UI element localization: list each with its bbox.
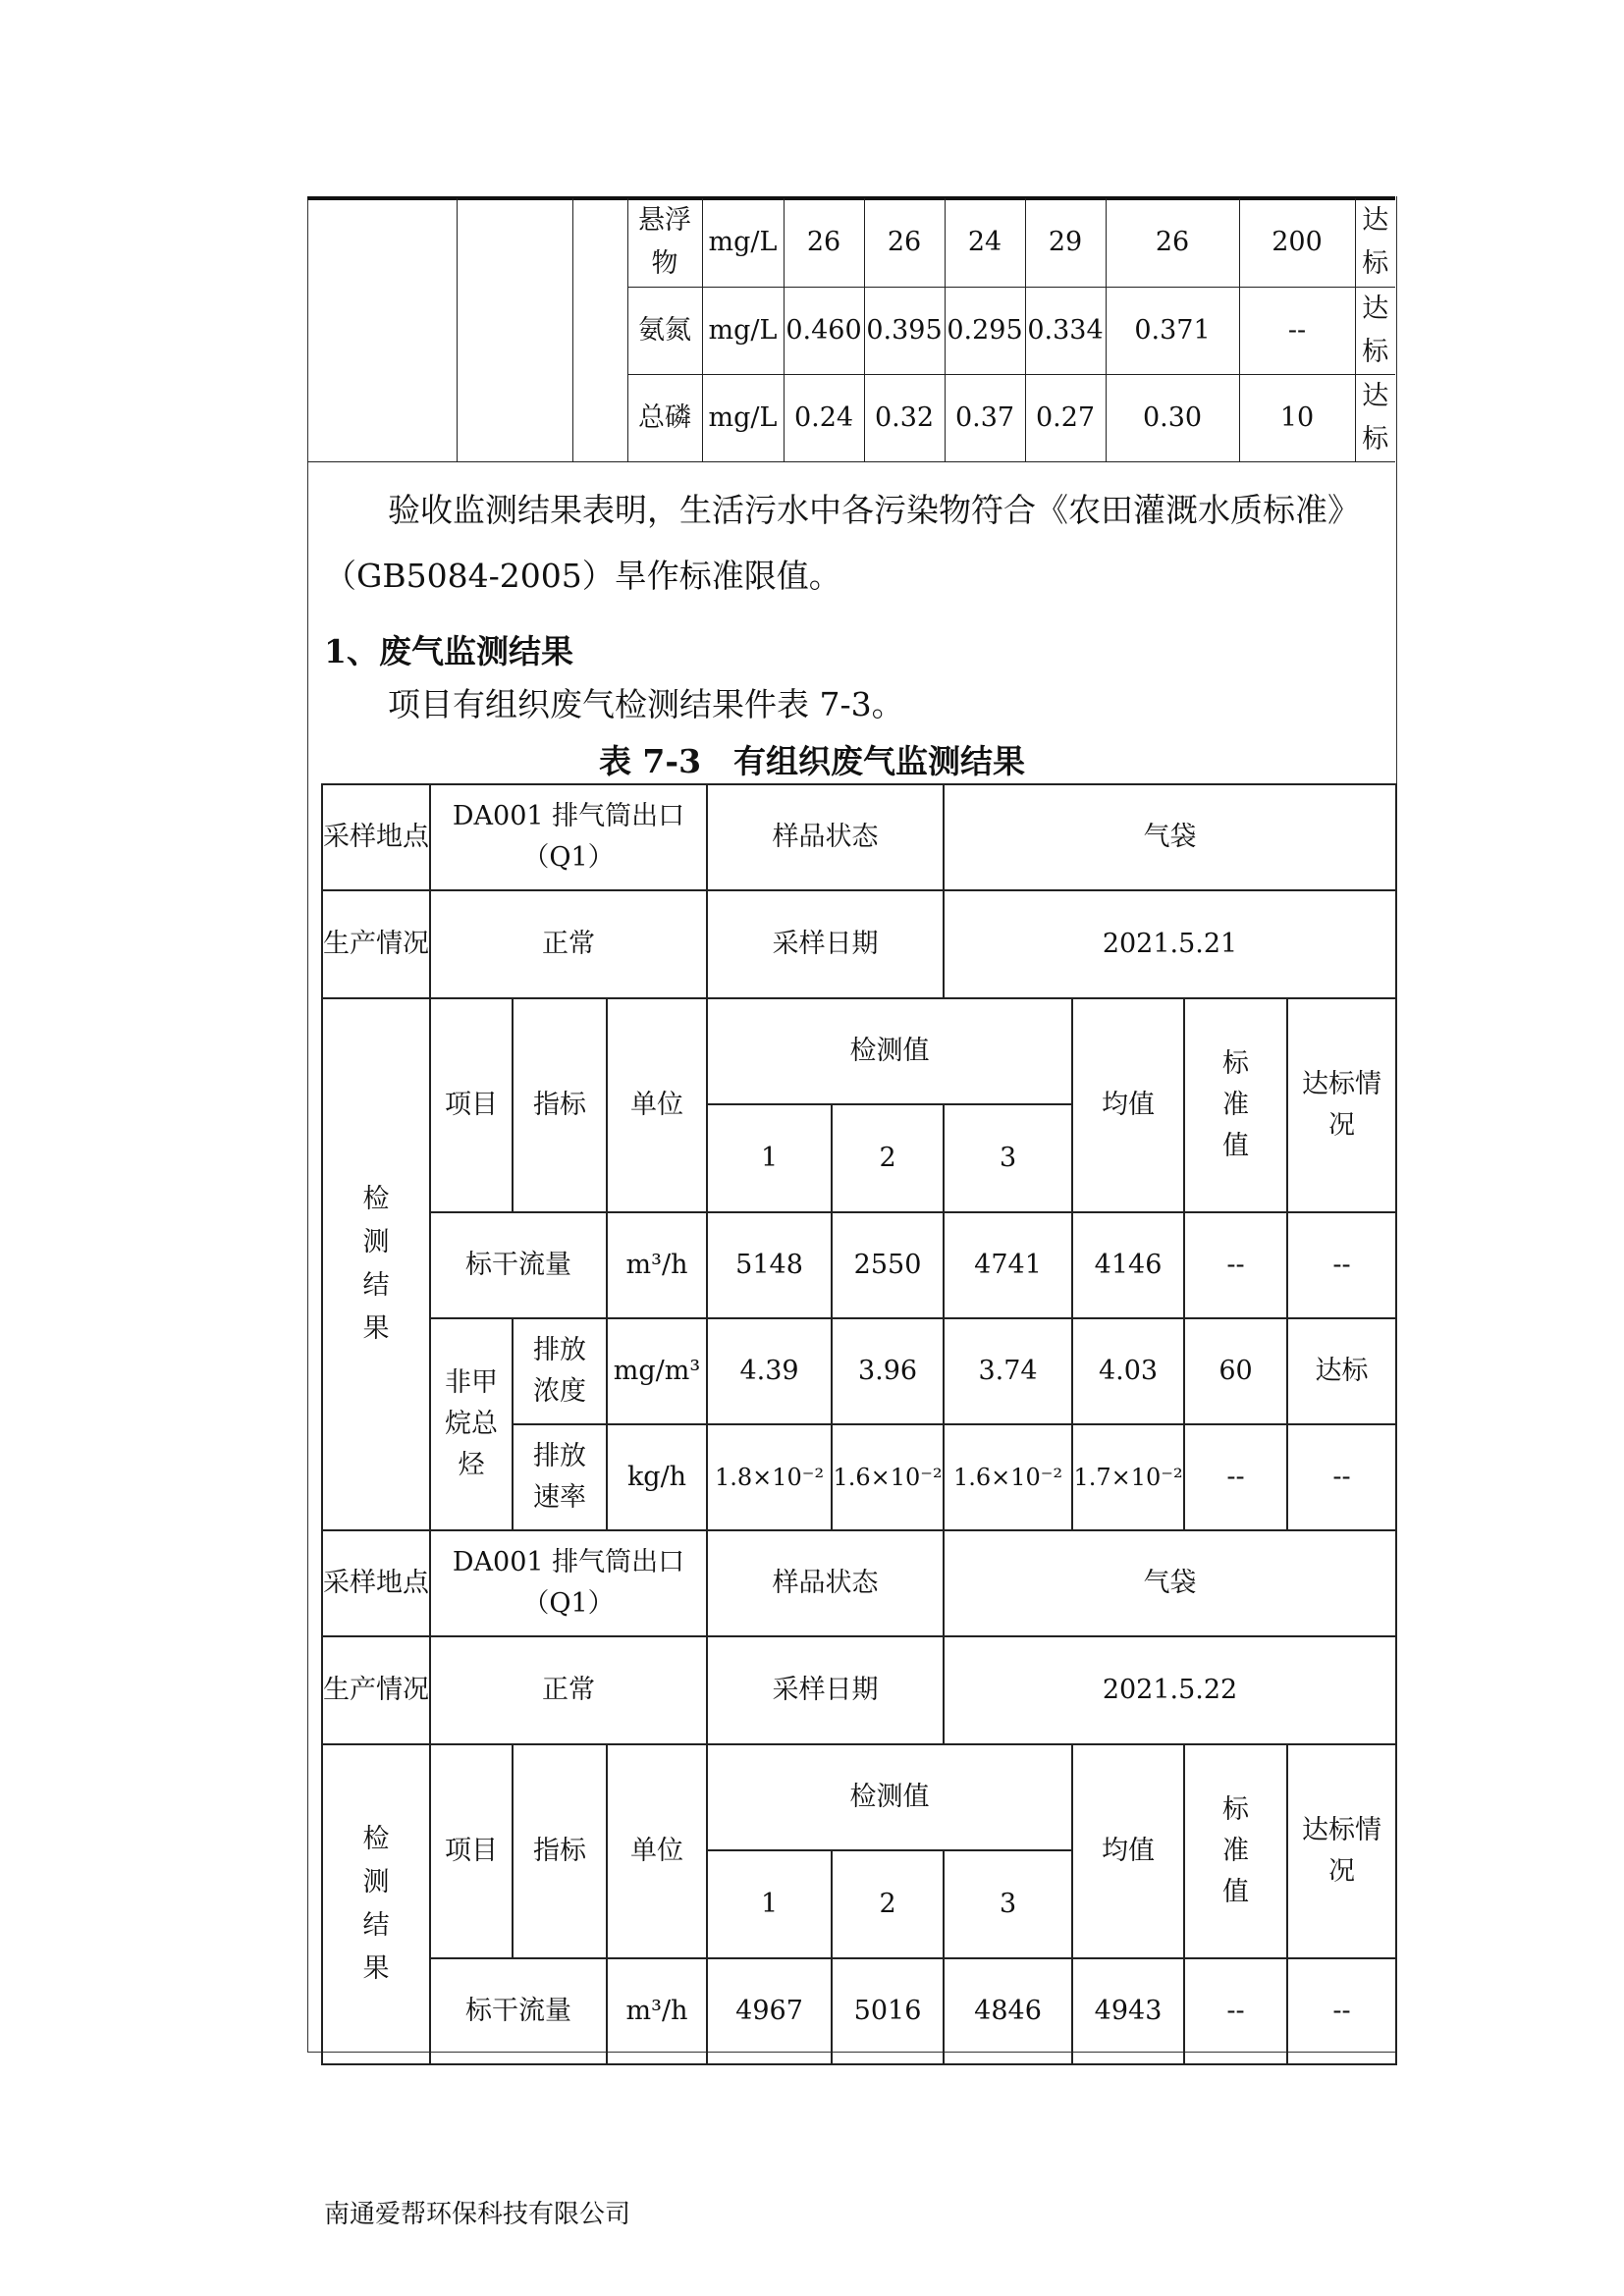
header-sample-1: 1 bbox=[707, 1850, 832, 1958]
value-cell: 0.395 bbox=[864, 287, 945, 374]
table-row bbox=[322, 890, 1396, 998]
value-cell: 24 bbox=[945, 198, 1025, 287]
table-row bbox=[322, 784, 1396, 890]
section-heading: 1、废气监测结果 bbox=[324, 632, 573, 670]
value-cell: 26 bbox=[864, 198, 945, 287]
table-row bbox=[322, 1744, 1396, 1850]
production-value: 正常 bbox=[430, 890, 707, 998]
label-sampling-date: 采样日期 bbox=[707, 1636, 944, 1744]
value-cell: 1.6×10⁻² bbox=[832, 1424, 944, 1530]
reference-paragraph: 项目有组织废气检测结果件表 7-3。 bbox=[388, 685, 904, 723]
standard-cell: -- bbox=[1239, 287, 1355, 374]
label-sampling-point: 采样地点 bbox=[322, 784, 430, 890]
header-sample-3: 3 bbox=[944, 1850, 1072, 1958]
table-caption: 表 7-3 有组织废气监测结果 bbox=[598, 742, 1026, 780]
flow-unit: m³/h bbox=[607, 1212, 707, 1318]
rate-label: 排放速率 bbox=[513, 1424, 607, 1530]
average-cell: 4146 bbox=[1072, 1212, 1184, 1318]
header-result: 达标情况 bbox=[1287, 1744, 1396, 1958]
value-cell: 0.334 bbox=[1025, 287, 1106, 374]
value-cell: 4967 bbox=[707, 1958, 832, 2064]
label-production: 生产情况 bbox=[322, 1636, 430, 1744]
label-results: 检测结果 bbox=[322, 998, 430, 1530]
header-average: 均值 bbox=[1072, 1744, 1184, 1958]
unit-cell: mg/L bbox=[702, 374, 784, 461]
gas-monitoring-table bbox=[321, 783, 1397, 2065]
value-cell: 4.39 bbox=[707, 1318, 832, 1424]
value-cell: 4741 bbox=[944, 1212, 1072, 1318]
header-unit: 单位 bbox=[607, 1744, 707, 1958]
result-cell: 达标 bbox=[1355, 287, 1395, 374]
value-cell: 3.74 bbox=[944, 1318, 1072, 1424]
header-result: 达标情况 bbox=[1287, 998, 1396, 1212]
value-cell: 5148 bbox=[707, 1212, 832, 1318]
rate-unit: kg/h bbox=[607, 1424, 707, 1530]
average-cell: 4943 bbox=[1072, 1958, 1184, 2064]
flow-unit: m³/h bbox=[607, 1958, 707, 2064]
standard-cell: 200 bbox=[1239, 198, 1355, 287]
flow-label: 标干流量 bbox=[430, 1212, 607, 1318]
header-item: 项目 bbox=[430, 998, 513, 1212]
sampling-date-value: 2021.5.22 bbox=[944, 1636, 1396, 1744]
header-sample-2: 2 bbox=[832, 1104, 944, 1212]
sample-state-value: 气袋 bbox=[944, 1530, 1396, 1636]
value-cell: 0.32 bbox=[864, 374, 945, 461]
table-row bbox=[322, 1212, 1396, 1318]
average-cell: 4.03 bbox=[1072, 1318, 1184, 1424]
merged-cell bbox=[572, 198, 627, 461]
conc-label: 排放浓度 bbox=[513, 1318, 607, 1424]
label-results: 检测结果 bbox=[322, 1744, 430, 2064]
sampling-point-value: DA001 排气筒出口（Q1） bbox=[430, 784, 707, 890]
item-cell: 氨氮 bbox=[627, 287, 702, 374]
average-cell: 0.30 bbox=[1106, 374, 1239, 461]
result-cell: -- bbox=[1287, 1212, 1396, 1318]
result-cell: -- bbox=[1287, 1424, 1396, 1530]
flow-label: 标干流量 bbox=[430, 1958, 607, 2064]
item-cell: 总磷 bbox=[627, 374, 702, 461]
header-standard: 标准值 bbox=[1184, 998, 1287, 1212]
header-unit: 单位 bbox=[607, 998, 707, 1212]
header-standard: 标准值 bbox=[1184, 1744, 1287, 1958]
result-cell: 达标 bbox=[1287, 1318, 1396, 1424]
value-cell: 0.295 bbox=[945, 287, 1025, 374]
merged-cell bbox=[307, 198, 457, 461]
table-row bbox=[322, 1958, 1396, 2064]
result-cell: 达标 bbox=[1355, 374, 1395, 461]
header-measured: 检测值 bbox=[707, 998, 1072, 1104]
label-sampling-date: 采样日期 bbox=[707, 890, 944, 998]
value-cell: 0.27 bbox=[1025, 374, 1106, 461]
header-index: 指标 bbox=[513, 1744, 607, 1958]
standard-cell: -- bbox=[1184, 1212, 1287, 1318]
standard-cell: 10 bbox=[1239, 374, 1355, 461]
standard-cell: 60 bbox=[1184, 1318, 1287, 1424]
table-row bbox=[322, 1636, 1396, 1744]
label-sample-state: 样品状态 bbox=[707, 784, 944, 890]
water-quality-table bbox=[307, 198, 1395, 462]
conc-unit: mg/m³ bbox=[607, 1318, 707, 1424]
unit-cell: mg/L bbox=[702, 287, 784, 374]
table-row bbox=[322, 1318, 1396, 1424]
header-sample-1: 1 bbox=[707, 1104, 832, 1212]
sampling-date-value: 2021.5.21 bbox=[944, 890, 1396, 998]
production-value: 正常 bbox=[430, 1636, 707, 1744]
header-average: 均值 bbox=[1072, 998, 1184, 1212]
result-cell: 达标 bbox=[1355, 198, 1395, 287]
label-sampling-point: 采样地点 bbox=[322, 1530, 430, 1636]
result-cell: -- bbox=[1287, 1958, 1396, 2064]
sample-state-value: 气袋 bbox=[944, 784, 1396, 890]
sampling-point-value: DA001 排气筒出口（Q1） bbox=[430, 1530, 707, 1636]
value-cell: 2550 bbox=[832, 1212, 944, 1318]
conclusion-paragraph-line2: （GB5084-2005）旱作标准限值。 bbox=[324, 557, 841, 595]
conclusion-paragraph-line1: 验收监测结果表明，生活污水中各污染物符合《农田灌溉水质标准》 bbox=[388, 491, 1360, 529]
table-row bbox=[307, 198, 1395, 287]
standard-cell: -- bbox=[1184, 1958, 1287, 2064]
table-row bbox=[322, 998, 1396, 1104]
header-index: 指标 bbox=[513, 998, 607, 1212]
label-sample-state: 样品状态 bbox=[707, 1530, 944, 1636]
value-cell: 26 bbox=[784, 198, 864, 287]
value-cell: 0.24 bbox=[784, 374, 864, 461]
header-item: 项目 bbox=[430, 1744, 513, 1958]
footer-company: 南通爱帮环保科技有限公司 bbox=[324, 2200, 631, 2229]
value-cell: 3.96 bbox=[832, 1318, 944, 1424]
merged-cell bbox=[457, 198, 572, 461]
value-cell: 0.460 bbox=[784, 287, 864, 374]
value-cell: 1.6×10⁻² bbox=[944, 1424, 1072, 1530]
item-cell: 悬浮物 bbox=[627, 198, 702, 287]
label-production: 生产情况 bbox=[322, 890, 430, 998]
average-cell: 26 bbox=[1106, 198, 1239, 287]
value-cell: 0.37 bbox=[945, 374, 1025, 461]
value-cell: 5016 bbox=[832, 1958, 944, 2064]
value-cell: 29 bbox=[1025, 198, 1106, 287]
header-measured: 检测值 bbox=[707, 1744, 1072, 1850]
standard-cell: -- bbox=[1184, 1424, 1287, 1530]
unit-cell: mg/L bbox=[702, 198, 784, 287]
value-cell: 1.8×10⁻² bbox=[707, 1424, 832, 1530]
header-sample-2: 2 bbox=[832, 1850, 944, 1958]
header-sample-3: 3 bbox=[944, 1104, 1072, 1212]
table-row bbox=[322, 1530, 1396, 1636]
average-cell: 1.7×10⁻² bbox=[1072, 1424, 1184, 1530]
average-cell: 0.371 bbox=[1106, 287, 1239, 374]
value-cell: 4846 bbox=[944, 1958, 1072, 2064]
nmhc-label: 非甲烷总烃 bbox=[430, 1318, 513, 1530]
